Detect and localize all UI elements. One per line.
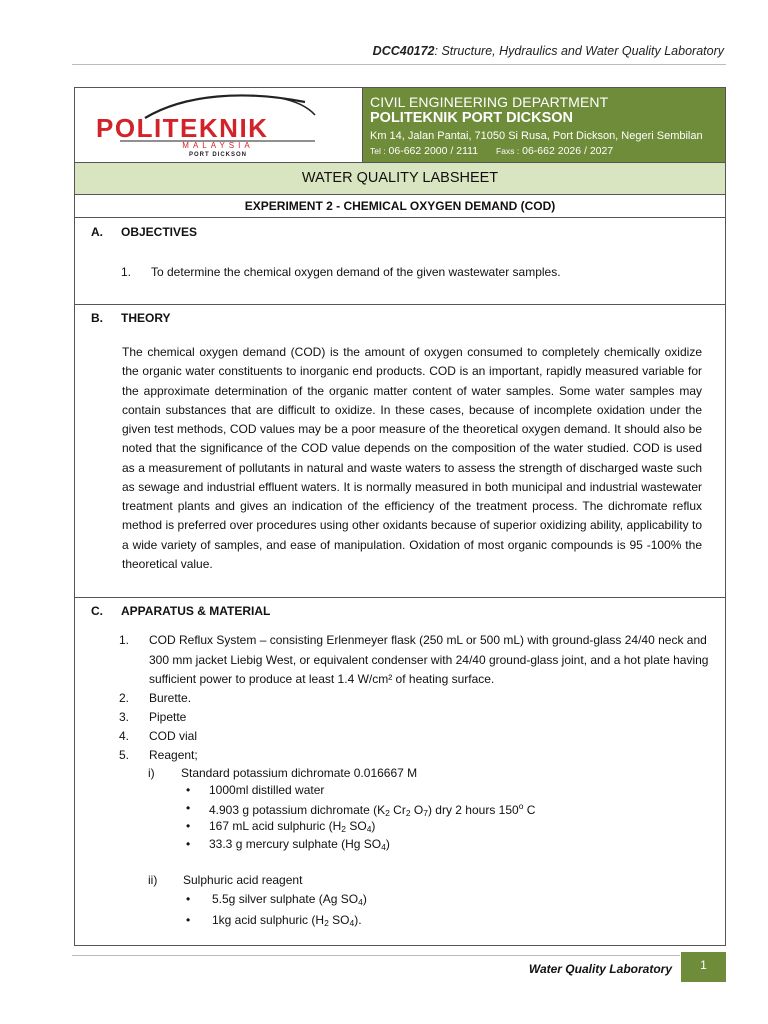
section-a-letter: A. [91, 225, 103, 239]
apparatus-item: Burette. [149, 691, 192, 705]
section-c-title: APPARATUS & MATERIAL [121, 604, 271, 618]
reagent-component [212, 892, 367, 907]
text-run: ) [362, 892, 367, 906]
text-run: SO [346, 819, 367, 833]
text-run: 5.5g silver sulphate (Ag SO [212, 892, 359, 906]
text-run: ). [354, 913, 362, 927]
subscript: 4 [358, 897, 363, 907]
text-run: 167 mL acid sulphuric (H [209, 819, 342, 833]
experiment-title: EXPERIMENT 2 - CHEMICAL OXYGEN DEMAND (COD) [75, 195, 725, 218]
reagent-title: Sulphuric acid reagent [183, 873, 303, 887]
labsheet-frame [74, 87, 726, 946]
section-divider [75, 597, 725, 598]
department-box [363, 88, 725, 162]
section-a-title: OBJECTIVES [121, 225, 198, 239]
text-run: ) dry 2 hours 150 [427, 803, 519, 817]
reagent-title: Standard potassium dichromate 0.016667 M [181, 766, 418, 780]
reagent-component: 1000ml distilled water [209, 783, 325, 797]
page-header [373, 44, 724, 58]
objective-number: 1. [121, 265, 132, 279]
institution-banner [75, 88, 725, 163]
subscript: 2 [405, 808, 411, 818]
section-b-heading [75, 311, 171, 325]
subscript: 7 [423, 808, 428, 818]
text-run: O [410, 803, 424, 817]
reagent-component [212, 913, 362, 928]
tel-label: Tel : [370, 146, 386, 156]
department-name: CIVIL ENGINEERING DEPARTMENT [370, 94, 609, 110]
text-run: 33.3 g mercury sulphate (Hg SO [209, 837, 382, 851]
bullet-icon: • [186, 783, 191, 797]
text-run: C [523, 803, 536, 817]
institution-address: Km 14, Jalan Pantai, 71050 Si Rusa, Port Dickson, Negeri Sembilan [370, 130, 703, 142]
apparatus-item: Reagent; [149, 748, 198, 762]
apparatus-number: 1. [119, 633, 130, 647]
subscript: 4 [381, 842, 386, 852]
bullet-icon: • [186, 892, 191, 906]
text-run: ) [371, 819, 376, 833]
apparatus-item: COD Reflux System – consisting Erlenmeyer flask (250 mL or 500 mL) with ground-glass 24/40 neck and 300 mm jacket Liebig West, or equivalent condenser with 24/40 ground-glass joint, and a hot plate having sufficient power to produce at least 1.4 W/cm² of heating surface. [149, 633, 709, 686]
apparatus-item: COD vial [149, 729, 198, 743]
footer-title: Water Quality Laboratory [528, 962, 672, 976]
section-divider [75, 304, 725, 305]
contact-line [370, 145, 717, 158]
page-number: 1 [681, 952, 726, 982]
section-a-heading [75, 225, 197, 239]
bullet-icon: • [186, 801, 191, 815]
politeknik-logo [75, 88, 362, 162]
theory-paragraph: The chemical oxygen demand (COD) is the amount of oxygen consumed to completely chemically oxidize the organic water constituents to inorganic end products. COD is an important, rapidly measured variable for the approximate determination of the organic matter content of water samples. Some water samples may contain substances that are difficult to oxidize. In these cases, because of incomplete oxidation under the given test methods, COD values may be a poor measure of the theoretical oxygen demand. It should also be noted that the significance of the COD value depends on the composition of the water studied. COD is used as a measurement of pollutants in natural and waste waters to assess the strength of discharged waste such as sewage and industrial effluent waters. It is normally measured in both municipal and industrial wastewater treatment plants and gives an indication of the efficiency of the treatment process. The dichromate reflux method is preferred over procedures using other oxidants because of superior oxidizing ability, applicability to a wide variety of samples, and ease of manipulation. Oxidation of most organic compounds is 95 -100% the theoretical value. [122, 345, 702, 571]
reagent-number: i) [148, 766, 155, 780]
course-title: : Structure, Hydraulics and Water Quality Laboratory [434, 44, 724, 58]
logo-wordmark: POLITEKNIK [96, 113, 269, 143]
fax-label: Faxs : [496, 146, 520, 156]
reagent-component [209, 837, 390, 852]
bullet-icon: • [186, 913, 191, 927]
section-b-title: THEORY [121, 311, 171, 325]
apparatus-number: 5. [119, 748, 130, 762]
section-c-heading [75, 604, 270, 618]
logo-box [75, 88, 363, 162]
text-run: 4.903 g potassium dichromate (K [209, 803, 386, 817]
header-rule [72, 64, 726, 65]
logo-sub: MALAYSIA [182, 141, 254, 150]
objective-text: To determine the chemical oxygen demand of the given wastewater samples. [151, 265, 561, 279]
text-run: SO [328, 913, 350, 927]
reagent-component [209, 819, 375, 834]
bullet-icon: • [186, 819, 191, 833]
fax-value: 06-662 2026 / 2027 [522, 145, 614, 157]
section-c-letter: C. [91, 604, 103, 618]
bullet-icon: • [186, 837, 191, 851]
logo-campus: PORT DICKSON [188, 152, 248, 158]
reagent-number: ii) [148, 873, 158, 887]
apparatus-number: 2. [119, 691, 130, 705]
text-run: Cr [389, 803, 406, 817]
reagent-component [209, 801, 535, 818]
subscript: 2 [385, 808, 390, 818]
subscript: 4 [349, 918, 355, 928]
apparatus-number: 3. [119, 710, 130, 724]
document-title: WATER QUALITY LABSHEET [75, 163, 725, 195]
tel-value: 06-662 2000 / 2111 [388, 145, 479, 157]
section-b-letter: B. [91, 311, 103, 325]
footer-rule [72, 955, 680, 956]
text-run: ) [385, 837, 390, 851]
subscript: 4 [366, 824, 372, 834]
institution-name: POLITEKNIK PORT DICKSON [370, 110, 574, 126]
apparatus-item: Pipette [149, 710, 187, 724]
subscript: 2 [341, 824, 347, 834]
text-run: 1kg acid sulphuric (H [212, 913, 325, 927]
subscript: 2 [324, 918, 329, 928]
course-code: DCC40172 [372, 44, 435, 58]
apparatus-number: 4. [119, 729, 130, 743]
superscript: o [518, 801, 524, 811]
